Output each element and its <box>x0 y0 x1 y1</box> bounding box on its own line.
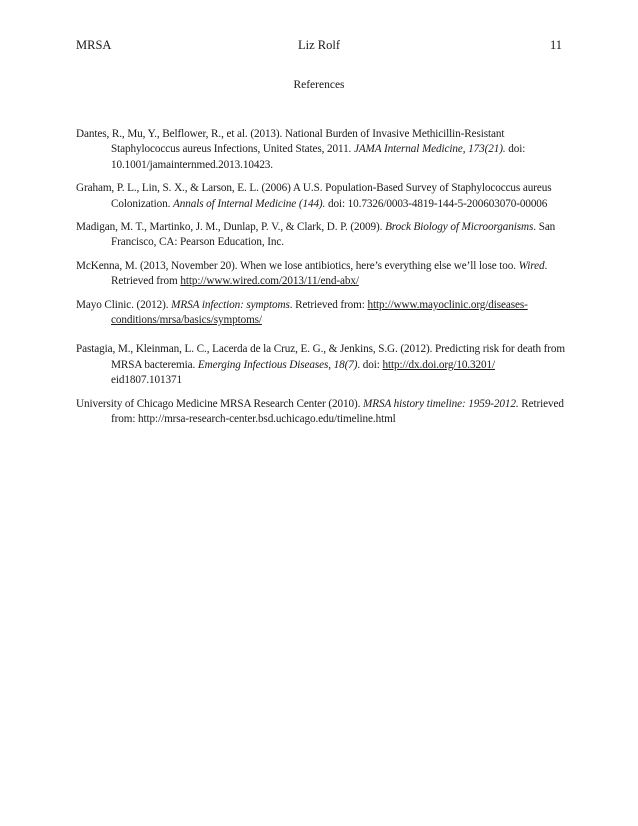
reference-page-title: MRSA history timeline: 1959-2012. <box>363 397 519 410</box>
reference-mayo <box>76 298 566 329</box>
reference-pastagia <box>76 342 566 388</box>
reference-text: Graham, P. L., Lin, S. X., & Larson, E. L. (2006) A U.S. Population-Based Survey of Staphylococcus aureus Colonization. <box>76 182 552 210</box>
reference-doi-label: . doi: <box>357 358 383 371</box>
header-page-number: 11 <box>549 38 562 52</box>
reference-link[interactable]: http://dx.doi.org/10.3201/ <box>382 358 495 371</box>
reference-mckenna <box>76 259 566 290</box>
references-title: References <box>293 79 345 91</box>
reference-doi-suffix: eid1807.101371 <box>111 374 183 387</box>
reference-retrieved: . Retrieved from: <box>289 298 368 311</box>
reference-text: Pastagia, M., Kleinman, L. C., Lacerda de la Cruz, E. G., & Jenkins, S.G. (2012). Predicting risk for death from MRSA bacteremia. <box>76 343 566 371</box>
header-short-title: MRSA <box>76 38 112 52</box>
reference-journal: JAMA Internal Medicine, 173(21). <box>353 143 506 156</box>
reference-link[interactable]: http://www.mayoclinic.org/diseases-conditions/mrsa/basics/symptoms/ <box>111 298 528 327</box>
header-author: Liz Rolf <box>297 38 340 52</box>
reference-graham <box>76 181 566 212</box>
reference-source: Wired <box>518 259 545 272</box>
reference-doi: doi: 10.7326/0003-4819-144-5-200603070-00006 <box>325 197 548 210</box>
reference-uchicago <box>76 397 566 428</box>
reference-publisher: . San Francisco, CA: Pearson Education, Inc. <box>111 221 556 249</box>
reference-page-title: MRSA infection: symptoms <box>171 298 290 311</box>
reference-list <box>76 127 566 436</box>
reference-book-title: Brock Biology of Microorganisms <box>385 221 534 234</box>
reference-link[interactable]: http://www.wired.com/2013/11/end-abx/ <box>180 275 359 288</box>
reference-text: University of Chicago Medicine MRSA Research Center (2010). <box>76 397 363 410</box>
reference-journal: Annals of Internal Medicine (144). <box>173 197 326 210</box>
reference-journal: Emerging Infectious Diseases, 18(7) <box>197 358 358 371</box>
reference-doi: doi: 10.1001/jamainternmed.2013.10423. <box>111 143 526 171</box>
reference-text: Madigan, M. T., Martinko, J. M., Dunlap, P. V., & Clark, D. P. (2009). <box>76 221 386 234</box>
reference-madigan <box>76 220 566 251</box>
reference-text: Dantes, R., Mu, Y., Belflower, R., et al. (2013). National Burden of Invasive Methicillin-Resistant Staphylococcus aureus Infections, United States, 2011. <box>76 128 505 156</box>
reference-retrieved: Retrieved from: http://mrsa-research-center.bsd.uchicago.edu/timeline.html <box>111 397 564 426</box>
reference-text: McKenna, M. (2013, November 20). When we lose antibiotics, here’s everything else we’ll lose too. <box>76 259 519 272</box>
reference-dantes <box>76 127 566 173</box>
reference-retrieved: . Retrieved from <box>111 259 548 288</box>
reference-text: Mayo Clinic. (2012). <box>76 298 172 311</box>
